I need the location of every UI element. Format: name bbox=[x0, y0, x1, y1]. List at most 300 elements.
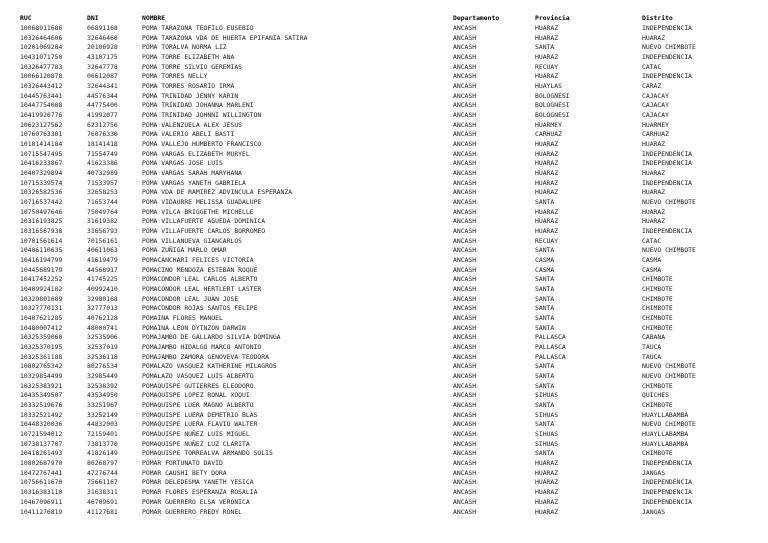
cell-pro: SANTA bbox=[535, 401, 555, 410]
cell-dis: INDEPENDENCIA bbox=[642, 159, 693, 168]
cell-pro: HUARAZ bbox=[535, 488, 559, 497]
cell-ruc: 10738137707 bbox=[20, 439, 63, 448]
cell-pro: HUARAZ bbox=[535, 24, 559, 32]
cell-ruc: 10435349507 bbox=[20, 391, 63, 400]
table-row bbox=[0, 121, 768, 130]
cell-ruc: 10416194799 bbox=[20, 256, 63, 265]
cell-nom: POMAINA LEON DYTNZON DARWIN bbox=[142, 323, 246, 332]
cell-ruc: 10445689179 bbox=[20, 265, 63, 274]
cell-ruc: 10327770131 bbox=[20, 304, 63, 313]
cell-ruc: 10802765342 bbox=[20, 362, 63, 371]
cell-nom: POMA TRINIDAD JENNY KARIN bbox=[142, 91, 239, 100]
cell-dni: 41623386 bbox=[87, 159, 118, 168]
cell-dni: 32536118 bbox=[87, 352, 118, 361]
cell-ruc: 10201069284 bbox=[20, 43, 63, 52]
cell-pro: HUARAZ bbox=[535, 507, 559, 516]
cell-dni: 71554749 bbox=[87, 149, 118, 158]
cell-dep: ANCASH bbox=[453, 198, 477, 207]
cell-pro: BOLOGNESI bbox=[535, 111, 570, 120]
cell-dni: 47276744 bbox=[87, 468, 118, 477]
cell-pro: SIHUAS bbox=[535, 410, 559, 419]
cell-ruc: 10407621285 bbox=[20, 314, 63, 323]
table-row bbox=[0, 101, 768, 110]
cell-dis: INDEPENDENCIA bbox=[642, 478, 693, 487]
table-row bbox=[0, 188, 768, 197]
cell-dni: 75049764 bbox=[87, 207, 118, 216]
cell-dep: ANCASH bbox=[453, 410, 477, 419]
cell-dep: ANCASH bbox=[453, 304, 477, 313]
cell-dep: ANCASH bbox=[453, 449, 477, 458]
cell-nom: POMAQUISPE LUERA FLAVIO WALTER bbox=[142, 420, 258, 429]
cell-dis: JANGAS bbox=[642, 468, 666, 477]
cell-ruc: 10480007412 bbox=[20, 323, 63, 332]
cell-dep: ANCASH bbox=[453, 111, 477, 120]
cell-ruc: 10416233867 bbox=[20, 159, 63, 168]
cell-dis: INDEPENDENCIA bbox=[642, 488, 693, 497]
cell-dis: HUARAZ bbox=[642, 217, 666, 226]
cell-nom: POMA VARGAS JOSE LUIS bbox=[142, 159, 223, 168]
cell-nom: POMAR FORTUNATO DAVID bbox=[142, 459, 223, 468]
cell-pro: HUARAZ bbox=[535, 217, 559, 226]
cell-dep: ANCASH bbox=[453, 140, 477, 149]
cell-dep: ANCASH bbox=[453, 24, 477, 32]
table-row bbox=[0, 295, 768, 304]
cell-ruc: 10329801689 bbox=[20, 294, 63, 303]
cell-dis: CATAC bbox=[642, 236, 662, 245]
cell-ruc: 10760763301 bbox=[20, 130, 63, 139]
cell-nom: POMAQUISPE NUÑEZ LUIS MIGUEL bbox=[142, 430, 250, 439]
cell-nom: POMA VILLANUEVA GIANCARLOS bbox=[142, 236, 243, 245]
cell-dni: 32777013 bbox=[87, 304, 118, 313]
cell-dis: CHIMBOTE bbox=[642, 323, 673, 332]
table-row bbox=[0, 343, 768, 352]
table-row bbox=[0, 508, 768, 517]
cell-dis: CABANA bbox=[642, 333, 666, 342]
header-provincia: Provincia bbox=[535, 14, 570, 22]
cell-dis: NUEVO CHIMBOTE bbox=[642, 246, 696, 255]
cell-pro: SANTA bbox=[535, 294, 555, 303]
cell-nom: POMA TORRE ELIZABETH ANA bbox=[142, 53, 235, 61]
cell-ruc: 10316193825 bbox=[20, 217, 63, 226]
cell-dni: 43534950 bbox=[87, 391, 118, 400]
cell-dis: CHIMBOTE bbox=[642, 314, 673, 323]
cell-dis: HUAYLLABAMBA bbox=[642, 430, 689, 439]
cell-dis: CATAC bbox=[642, 62, 662, 71]
cell-ruc: 10409924102 bbox=[20, 285, 63, 294]
cell-dni: 75661167 bbox=[87, 478, 118, 487]
cell-dis: CAJACAY bbox=[642, 101, 669, 110]
cell-dep: ANCASH bbox=[453, 294, 477, 303]
cell-nom: POMACANCHARI FELICES VICTORIA bbox=[142, 256, 254, 265]
cell-dni: 20106928 bbox=[87, 43, 118, 52]
table-row bbox=[0, 24, 768, 33]
table-row bbox=[0, 208, 768, 217]
cell-dis: INDEPENDENCIA bbox=[642, 149, 693, 158]
cell-dis: INDEPENDENCIA bbox=[642, 227, 693, 236]
cell-dni: 06612087 bbox=[87, 72, 118, 81]
cell-dni: 62312756 bbox=[87, 120, 118, 129]
cell-pro: BOLOGNESI bbox=[535, 91, 570, 100]
cell-dis: CAJACAY bbox=[642, 111, 669, 120]
cell-pro: SANTA bbox=[535, 362, 555, 371]
cell-ruc: 10418261493 bbox=[20, 449, 63, 458]
cell-nom: POMA VILLAFUERTE AGUEDA DOMINICA bbox=[142, 217, 266, 226]
cell-dni: 48000741 bbox=[87, 323, 118, 332]
cell-nom: POMAQUISPE GUTIERRES ELEODORO bbox=[142, 381, 254, 390]
cell-ruc: 10716537442 bbox=[20, 198, 63, 207]
header-dni: DNI bbox=[87, 14, 99, 22]
cell-dep: ANCASH bbox=[453, 430, 477, 439]
cell-dni: 32980168 bbox=[87, 294, 118, 303]
cell-ruc: 10417452252 bbox=[20, 275, 63, 284]
cell-nom: POMALAZO VASQUEZ LUIS ALBERTO bbox=[142, 372, 254, 381]
cell-dep: ANCASH bbox=[453, 43, 477, 52]
table-row bbox=[0, 459, 768, 468]
cell-nom: POMAQUISPE LOPEZ RONAL XOQUI bbox=[142, 391, 250, 400]
table-row bbox=[0, 237, 768, 246]
cell-dep: ANCASH bbox=[453, 82, 477, 91]
table-row bbox=[0, 179, 768, 188]
cell-dep: ANCASH bbox=[453, 497, 477, 506]
cell-nom: POMA TORRE SILVIO GEREMIAS bbox=[142, 62, 243, 71]
cell-dni: 44775400 bbox=[87, 101, 118, 110]
cell-dni: 40992410 bbox=[87, 285, 118, 294]
cell-dep: ANCASH bbox=[453, 333, 477, 342]
cell-dni: 32647778 bbox=[87, 62, 118, 71]
cell-nom: POMA TARAZONA TEOFILO EUSEBIO bbox=[142, 24, 254, 32]
cell-ruc: 10701561614 bbox=[20, 236, 63, 245]
table-row bbox=[0, 498, 768, 507]
table-row bbox=[0, 92, 768, 101]
cell-dni: 32538392 bbox=[87, 381, 118, 390]
cell-dni: 32646460 bbox=[87, 33, 118, 42]
cell-pro: SIHUAS bbox=[535, 439, 559, 448]
cell-dep: ANCASH bbox=[453, 468, 477, 477]
cell-dep: ANCASH bbox=[453, 246, 477, 255]
cell-dni: 71533957 bbox=[87, 178, 118, 187]
table-row bbox=[0, 72, 768, 81]
cell-ruc: 10068911686 bbox=[20, 24, 63, 32]
cell-pro: RECUAY bbox=[535, 62, 559, 71]
cell-dis: CARHUAZ bbox=[642, 130, 669, 139]
cell-pro: SANTA bbox=[535, 246, 555, 255]
table-row bbox=[0, 382, 768, 391]
table-row bbox=[0, 43, 768, 52]
cell-dep: ANCASH bbox=[453, 488, 477, 497]
cell-dep: ANCASH bbox=[453, 72, 477, 81]
cell-pro: RECUAY bbox=[535, 236, 559, 245]
cell-nom: POMA VALLEJO HUMBERTO FRANCISCO bbox=[142, 140, 262, 149]
cell-dep: ANCASH bbox=[453, 401, 477, 410]
cell-dni: 32535906 bbox=[87, 333, 118, 342]
table-row bbox=[0, 198, 768, 207]
table-row bbox=[0, 420, 768, 429]
cell-ruc: 10326582536 bbox=[20, 188, 63, 197]
cell-pro: PALLASCA bbox=[535, 343, 566, 352]
cell-dis: CHIMBOTE bbox=[642, 401, 673, 410]
cell-pro: SIHUAS bbox=[535, 391, 559, 400]
cell-ruc: 10721594012 bbox=[20, 430, 63, 439]
table-row bbox=[0, 82, 768, 91]
cell-pro: HUARAZ bbox=[535, 459, 559, 468]
cell-dni: 71653744 bbox=[87, 198, 118, 207]
table-row bbox=[0, 130, 768, 139]
cell-dni: 41619479 bbox=[87, 256, 118, 265]
cell-ruc: 10181414184 bbox=[20, 140, 63, 149]
cell-dni: 06891168 bbox=[87, 24, 118, 32]
cell-ruc: 10406110635 bbox=[20, 246, 63, 255]
cell-nom: POMA TORALVA NORMA LIZ bbox=[142, 43, 227, 52]
cell-pro: HUARAZ bbox=[535, 468, 559, 477]
cell-pro: SANTA bbox=[535, 449, 555, 458]
cell-pro: BOLOGNESI bbox=[535, 101, 570, 110]
cell-dni: 72159401 bbox=[87, 430, 118, 439]
cell-dep: ANCASH bbox=[453, 120, 477, 129]
cell-dni: 32985449 bbox=[87, 372, 118, 381]
cell-dep: ANCASH bbox=[453, 381, 477, 390]
cell-ruc: 10326477783 bbox=[20, 62, 63, 71]
cell-dep: ANCASH bbox=[453, 439, 477, 448]
cell-ruc: 10332521492 bbox=[20, 410, 63, 419]
cell-dni: 41992077 bbox=[87, 111, 118, 120]
cell-dep: ANCASH bbox=[453, 372, 477, 381]
cell-dni: 40732989 bbox=[87, 169, 118, 178]
cell-nom: POMAQUISPE NUÑEZ LUZ CLARITA bbox=[142, 439, 250, 448]
cell-dep: ANCASH bbox=[453, 178, 477, 187]
cell-dep: ANCASH bbox=[453, 285, 477, 294]
cell-ruc: 10325359060 bbox=[20, 333, 63, 342]
cell-dni: 44576344 bbox=[87, 91, 118, 100]
cell-dni: 40762128 bbox=[87, 314, 118, 323]
cell-ruc: 10715547495 bbox=[20, 149, 63, 158]
cell-nom: POMAINA FLORES MANUEL bbox=[142, 314, 223, 323]
cell-dis: CHIMBOTE bbox=[642, 275, 673, 284]
cell-dep: ANCASH bbox=[453, 91, 477, 100]
table-row bbox=[0, 53, 768, 62]
cell-nom: POMA VIDAURRE MELISSA GUADALUPE bbox=[142, 198, 262, 207]
cell-dis: JANGAS bbox=[642, 507, 666, 516]
cell-dep: ANCASH bbox=[453, 391, 477, 400]
cell-dis: CAJACAY bbox=[642, 91, 669, 100]
cell-dni: 41127681 bbox=[87, 507, 118, 516]
table-row bbox=[0, 353, 768, 362]
cell-dni: 31656793 bbox=[87, 227, 118, 236]
cell-nom: POMA VARGAS SARAH MARYHANA bbox=[142, 169, 243, 178]
cell-dis: CHIMBOTE bbox=[642, 449, 673, 458]
table-row bbox=[0, 430, 768, 439]
cell-nom: POMAJAMBO HIDALGO MARCO ANTONIO bbox=[142, 343, 262, 352]
cell-nom: POMA TORRES NELLY bbox=[142, 72, 208, 81]
cell-nom: POMA VARGAS YANETH GABRIELA bbox=[142, 178, 246, 187]
cell-nom: POMAR GUERRERO FREDY RONEL bbox=[142, 507, 243, 516]
cell-ruc: 10431071750 bbox=[20, 53, 63, 61]
cell-nom: POMA TRINIDAD JOHNNI WILLINGTON bbox=[142, 111, 262, 120]
cell-ruc: 10802687970 bbox=[20, 459, 63, 468]
cell-nom: POMAJAMBO ZAMORA GENOVEVA TEODORA bbox=[142, 352, 269, 361]
cell-pro: CASMA bbox=[535, 265, 555, 274]
table-row bbox=[0, 304, 768, 313]
cell-nom: POMACONDOR ROJAS SANTOS FELIPE bbox=[142, 304, 258, 313]
cell-pro: SANTA bbox=[535, 420, 555, 429]
cell-pro: SANTA bbox=[535, 304, 555, 313]
cell-ruc: 10325370195 bbox=[20, 343, 63, 352]
cell-dis: INDEPENDENCIA bbox=[642, 72, 693, 81]
cell-dis: HUARAZ bbox=[642, 33, 666, 42]
cell-pro: HUARAZ bbox=[535, 140, 559, 149]
cell-ruc: 10316567938 bbox=[20, 227, 63, 236]
table-row bbox=[0, 333, 768, 342]
cell-pro: HUARAZ bbox=[535, 159, 559, 168]
cell-dep: ANCASH bbox=[453, 323, 477, 332]
cell-pro: PALLASCA bbox=[535, 352, 566, 361]
cell-pro: HUARAZ bbox=[535, 169, 559, 178]
cell-dep: ANCASH bbox=[453, 169, 477, 178]
cell-nom: POMAR DELEDESMA YANETH YESICA bbox=[142, 478, 254, 487]
cell-dni: 76076330 bbox=[87, 130, 118, 139]
cell-pro: PALLASCA bbox=[535, 333, 566, 342]
cell-dep: ANCASH bbox=[453, 314, 477, 323]
cell-dni: 44832003 bbox=[87, 420, 118, 429]
cell-ruc: 10448320036 bbox=[20, 420, 63, 429]
cell-nom: POMACINO MENDOZA ESTEBAN ROQUE bbox=[142, 265, 258, 274]
cell-dep: ANCASH bbox=[453, 207, 477, 216]
table-row bbox=[0, 391, 768, 400]
cell-nom: POMA VALERIO ABELI BASTI bbox=[142, 130, 235, 139]
cell-dep: ANCASH bbox=[453, 236, 477, 245]
header-departamento: Departamento bbox=[453, 14, 500, 22]
cell-pro: HUARAZ bbox=[535, 207, 559, 216]
cell-ruc: 10472767441 bbox=[20, 468, 63, 477]
cell-nom: POMA VILCA BRIGGETHE MICHELLE bbox=[142, 207, 254, 216]
cell-pro: CARHUAZ bbox=[535, 130, 562, 139]
cell-nom: POMAQUISPE LUERA DEMETRIO BLAS bbox=[142, 410, 258, 419]
table-row bbox=[0, 372, 768, 381]
cell-dis: NUEVO CHIMBOTE bbox=[642, 43, 696, 52]
cell-dni: 43107175 bbox=[87, 53, 118, 61]
cell-dis: NUEVO CHIMBOTE bbox=[642, 420, 696, 429]
cell-dis: QUICHES bbox=[642, 391, 669, 400]
table-row bbox=[0, 275, 768, 284]
cell-pro: SANTA bbox=[535, 285, 555, 294]
cell-ruc: 10329854499 bbox=[20, 372, 63, 381]
table-row bbox=[0, 478, 768, 487]
cell-dis: INDEPENDENCIA bbox=[642, 497, 693, 506]
cell-dni: 44568917 bbox=[87, 265, 118, 274]
cell-dep: ANCASH bbox=[453, 275, 477, 284]
cell-pro: HUARAZ bbox=[535, 178, 559, 187]
cell-dni: 80276534 bbox=[87, 362, 118, 371]
cell-nom: POMAR CAUSHI BETY DORA bbox=[142, 468, 227, 477]
table-row bbox=[0, 266, 768, 275]
cell-dis: INDEPENDENCIA bbox=[642, 24, 693, 32]
cell-pro: HUAYLAS bbox=[535, 82, 562, 91]
table-row bbox=[0, 488, 768, 497]
table-row bbox=[0, 256, 768, 265]
cell-dep: ANCASH bbox=[453, 256, 477, 265]
cell-dis: INDEPENDENCIA bbox=[642, 178, 693, 187]
cell-dni: 33251967 bbox=[87, 401, 118, 410]
cell-pro: HUARAZ bbox=[535, 72, 559, 81]
table-row bbox=[0, 285, 768, 294]
cell-dis: CHIMBOTE bbox=[642, 285, 673, 294]
cell-dis: CHIMBOTE bbox=[642, 304, 673, 313]
cell-nom: POMACONDOR LEAL JUAN JOSE bbox=[142, 294, 239, 303]
cell-nom: POMA ZUÑIGA MARLO OMAR bbox=[142, 246, 227, 255]
cell-dis: NUEVO CHIMBOTE bbox=[642, 198, 696, 207]
cell-dni: 32658253 bbox=[87, 188, 118, 197]
cell-dni: 41826149 bbox=[87, 449, 118, 458]
cell-nom: POMA VARGAS ELIZABETH MURYEL bbox=[142, 149, 250, 158]
cell-dep: ANCASH bbox=[453, 217, 477, 226]
cell-ruc: 10326443412 bbox=[20, 82, 63, 91]
cell-dni: 80268797 bbox=[87, 459, 118, 468]
cell-nom: POMAQUISPE LUER MAGNO ALBERTO bbox=[142, 401, 254, 410]
table-row bbox=[0, 227, 768, 236]
cell-dep: ANCASH bbox=[453, 478, 477, 487]
cell-dep: ANCASH bbox=[453, 149, 477, 158]
cell-nom: POMAR GUERRERO ELSA VERONICA bbox=[142, 497, 250, 506]
cell-dni: 32537019 bbox=[87, 343, 118, 352]
cell-dis: CHIMBOTE bbox=[642, 294, 673, 303]
cell-dis: NUEVO CHIMBOTE bbox=[642, 372, 696, 381]
cell-pro: HUARAZ bbox=[535, 227, 559, 236]
cell-dis: TAUCA bbox=[642, 352, 662, 361]
cell-dep: ANCASH bbox=[453, 362, 477, 371]
cell-dep: ANCASH bbox=[453, 53, 477, 61]
cell-pro: SANTA bbox=[535, 372, 555, 381]
cell-ruc: 10623127562 bbox=[20, 120, 63, 129]
cell-ruc: 10411276819 bbox=[20, 507, 63, 516]
table-row bbox=[0, 150, 768, 159]
cell-ruc: 10445763441 bbox=[20, 91, 63, 100]
cell-ruc: 10066120878 bbox=[20, 72, 63, 81]
cell-dis: CARAZ bbox=[642, 82, 662, 91]
cell-dep: ANCASH bbox=[453, 227, 477, 236]
cell-dis: INDEPENDENCIA bbox=[642, 459, 693, 468]
table-row bbox=[0, 111, 768, 120]
table-row bbox=[0, 362, 768, 371]
cell-pro: HUARAZ bbox=[535, 188, 559, 197]
cell-ruc: 10325361188 bbox=[20, 352, 63, 361]
cell-dis: CHIMBOTE bbox=[642, 381, 673, 390]
cell-dis: HUARAZ bbox=[642, 140, 666, 149]
table-row bbox=[0, 440, 768, 449]
table-row bbox=[0, 34, 768, 43]
cell-dni: 33252149 bbox=[87, 410, 118, 419]
cell-dis: NUEVO CHIMBOTE bbox=[642, 362, 696, 371]
cell-pro: HUARAZ bbox=[535, 497, 559, 506]
header-row bbox=[0, 14, 768, 23]
cell-dep: ANCASH bbox=[453, 507, 477, 516]
cell-pro: HUARAZ bbox=[535, 33, 559, 42]
cell-pro: HUARMEY bbox=[535, 120, 562, 129]
cell-nom: POMALAZO VASQUEZ KATHERINE MILAGROS bbox=[142, 362, 277, 371]
cell-pro: SANTA bbox=[535, 275, 555, 284]
cell-pro: SANTA bbox=[535, 43, 555, 52]
header-distrito: Distrito bbox=[642, 14, 673, 22]
cell-pro: CASMA bbox=[535, 256, 555, 265]
cell-pro: HUARAZ bbox=[535, 478, 559, 487]
cell-nom: POMA VDA DE RAMIREZ ADVINCULA ESPERANZA bbox=[142, 188, 293, 197]
cell-ruc: 10407329894 bbox=[20, 169, 63, 178]
cell-dep: ANCASH bbox=[453, 33, 477, 42]
cell-dni: 73813770 bbox=[87, 439, 118, 448]
cell-nom: POMA TORRES ROSARIO IRMA bbox=[142, 82, 235, 91]
cell-dni: 46709691 bbox=[87, 497, 118, 506]
table-row bbox=[0, 449, 768, 458]
cell-dep: ANCASH bbox=[453, 101, 477, 110]
header-ruc: RUC bbox=[20, 14, 32, 22]
